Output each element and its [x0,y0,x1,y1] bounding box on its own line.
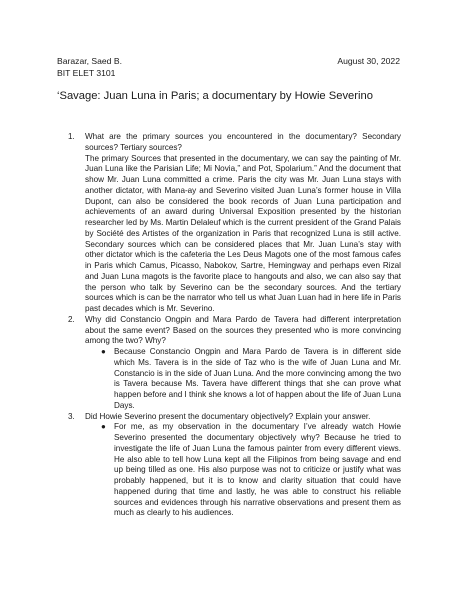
answer-bullet [99,422,401,519]
question-text: Did Howie Severino present the documentary objectively? Explain your answer. [85,411,371,421]
question-text: What are the primary sources you encountered in the documentary? Secondary sources? Tertiary sources? [85,132,401,152]
header-author-line [57,56,400,67]
document-title: ‘Savage: Juan Luna in Paris; a documentary by Howie Severino [57,90,373,102]
answer-text: Because Constancio Ongpin and Mara Pardo de Tavera is in different side which Ms. Tavera is in the side of Taz who is the wife of Juan Luna and Mr. Constancio is in the side of Juan Luna. And the more convincing among the two is Tavera because Ms. Tavera have different things that she can prove what happen before and I think she knows a lot of happen about the life of Juan Luna Days. [114,347,401,410]
question-number: 3. [68,411,75,421]
question-number: 1. [68,132,75,141]
bullet-icon: ● [101,347,106,356]
section-code: BIT ELET 3101 [57,68,116,78]
question-item [57,315,401,412]
answer-text: For me, as my observation in the documentary I’ve already watch Howie Severino presented the documentary objectively why? Because he tried to investigate the life of Juan Luna the famous painter from every different views. He also able to tell how Luna kept all the Filipinos from being savage and end up being tilled as one. His also purpose was not to criticize or justify what was probably happened, but it is to know and clarity situation that could have happened during that time and lastly, he was able to construct his reliable sources and evidences through his narrative observations and present them as much as clearly to his audiences. [114,422,401,518]
question-number: 2. [68,314,75,324]
document-body [57,132,401,519]
answer-bullet [99,347,401,412]
question-text: Why did Constancio Ongpin and Mara Pardo de Tavera had different interpretation about the same event? Based on the sources they presented who is more convincing among the two? Why? [85,314,401,346]
question-item [57,412,401,520]
document-date: August 30, 2022 [337,56,400,66]
question-item [57,132,401,315]
bullet-icon: ● [101,422,106,432]
header-section-line [57,68,400,79]
answer-text: The primary Sources that presented in the documentary, we can say the painting of Mr. Juan Luna like the Parisian Life; Mi Novia,” and Pot, Spolarium.” And the document that show Mr. Juan Luna committed a crime. Paris the city was Mr. Juan Luna stays with another dictator, with Mana-ay and Severino visited Juan Luna’s former house in Villa Dupont, can also be considered the book records of Juan Luna participation and achievements of an award during Universal Exposition presented by the historian researcher led by Ms. Martin Delaleuf which is the current president of the Grand Palais by Société des Artistes of the organization in Paris that recognized Luna is still active. Secondary sources which can be considered places that Mr. Juan Luna’s stay with other dictator which is the cafeteria the Les Deus Magots one of the most famous cafes in Paris which Camus, Picasso, Nabokov, Sartre, Hemingway and perhaps even Rizal and Juan Luna magots is the favorite place to hangouts and also, we can also say that the person who talk by Severino can be the secondary sources. And the tertiary sources which is can be the narrator who tell us what Juan Luan had in here life in Paris past decades which is Mr. Severino. [85,153,401,313]
author-name: Barazar, Saed B. [57,56,122,66]
